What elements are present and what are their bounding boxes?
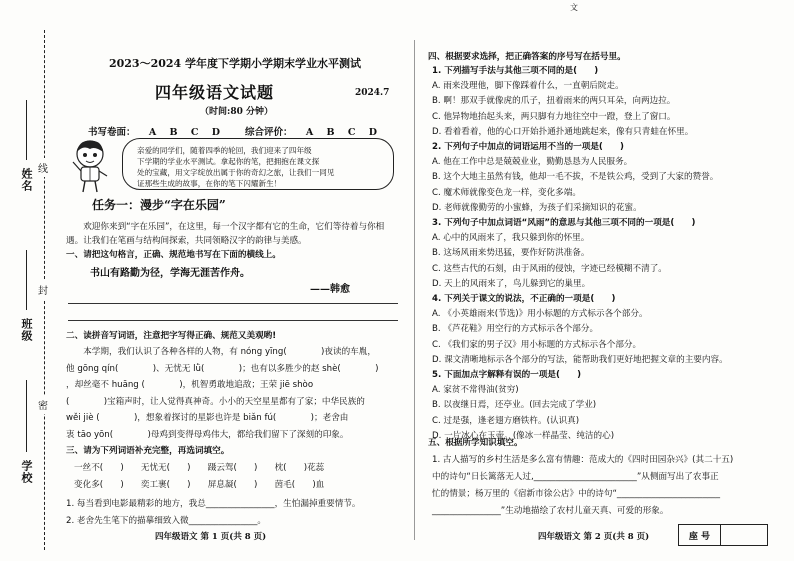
grade-option[interactable]: A (148, 127, 157, 138)
q3-item: 1. 每当看到电影最精彩的地方，我总________________，生怕漏掉重要情节。 (66, 499, 361, 509)
paper-time: （时间:80 分钟） (200, 107, 273, 117)
q5-line: 1. 古人描写的乡村生活是多么富有情趣：范成大的《四时田园杂兴》(其二十五) (432, 455, 734, 465)
q1-quote: 书山有路勤为径，学海无涯苦作舟。 (90, 268, 250, 279)
binding-margin (0, 0, 58, 561)
q4-stem: 4. 下列关于课文的说法，不正确的一项是( ) (432, 294, 616, 305)
q4-option: B. 这个大地主虽然有钱，他却一毛不拔，不是铁公鸡，受到了大家的赞誉。 (432, 172, 719, 183)
q4-body (432, 64, 782, 444)
q4-stem: 5. 下面加点字解释有误的一项是( ) (432, 370, 581, 381)
q4-option: C. 过是强，逢老翅方磨铁杵。(认识真) (432, 415, 580, 426)
class-label: 班级 (20, 318, 33, 342)
grade-option[interactable]: B (169, 127, 178, 138)
name-label: 姓名 (20, 168, 33, 192)
seal-char: 线 (38, 158, 48, 177)
q5-line: ________________”生动地描绘了农村儿童天真、可爱的形象。 (432, 506, 669, 516)
q1-writing-line[interactable] (68, 303, 398, 304)
q1-writing-line[interactable] (68, 320, 398, 321)
student-mascot-icon (65, 138, 115, 194)
school-field[interactable] (26, 380, 27, 452)
q4-option: D. 课文清晰地标示各个部分的写法，能帮助我们更好地把握文章的主要内容。 (432, 354, 728, 365)
left-page (60, 0, 405, 561)
bubble-line: 下学期的学业水平测试。拿起你的笔，把拥抱在课文探 (137, 157, 320, 166)
top-mark: 文 (570, 3, 578, 12)
seat-number-box (678, 524, 768, 546)
seal-char: 封 (38, 280, 48, 299)
intro-line: 遇。让我们在笔画与结构间探索，共同领略汉字的韵律与美感。 (66, 236, 307, 246)
q2-title: 二、读拼音写词语，注意把字写得正确、规范又美观哟! (66, 331, 277, 341)
q4-stem: 2. 下列句子中加点的词语运用不当的一项是( ) (432, 142, 624, 153)
writing-grade-row (88, 124, 220, 138)
q3-title: 三、请为下列词语补充完整，再选词填空。 (66, 446, 230, 456)
overall-grade-row (245, 124, 377, 138)
q4-option: A. 心中的风雨来了，我只躲到你的怀里。 (432, 233, 590, 244)
q4-option: A. 雨来没理他，脚下像踩着什么，一直朝后院走。 (432, 81, 624, 92)
intro-text (66, 220, 406, 248)
q5-body (432, 452, 782, 520)
grade-option[interactable]: D (211, 127, 220, 138)
grade-option[interactable]: D (368, 127, 377, 138)
q3-word-row: 变化多( ) 奕工裹( ) 屏息凝( ) 茵毛( )血 (74, 480, 325, 490)
page-divider (414, 40, 415, 540)
right-page-footer: 四年级语文 第 2 页(共 8 页) (538, 532, 650, 542)
intro-line: 欢迎你来到“字在乐园”，在这里，每一个汉字都有它的生命，它们等待着与你相 (66, 222, 385, 232)
class-field[interactable] (26, 250, 27, 310)
exam-title: 2023～2024 学年度下学期小学期末学业水平测试 (108, 57, 362, 70)
grade-option[interactable]: A (305, 127, 314, 138)
grade-option[interactable]: C (190, 127, 199, 138)
q2-line: wěi jiè ( )，想象着探讨的星影也许是 biǎn fú( )；老舍由 (66, 413, 349, 423)
q2-line: 衷 tāo yōn( )母鸡到变得母鸡伟大，都给我们留下了深刻的印象。 (66, 429, 349, 440)
q4-option: D. 看着看着，他的心口开始扑通扑通地跳起来，像有只青蛙在怀里。 (432, 126, 694, 137)
q2-line: 本学期，我们认识了各种各样的人物，有 nóng yīng( )夜读的车胤， (66, 347, 376, 357)
q3-word-row: 一丝不( ) 无忧无( ) 蹑云驾( ) 枕( )花蕊 (74, 463, 325, 473)
paper-title: 四年级语文试题 (155, 83, 275, 102)
q2-passage (66, 344, 406, 443)
writing-label: 书写卷面： (88, 127, 136, 138)
q4-stem: 1. 下列描写手法与其他三项不同的是( ) (432, 66, 599, 76)
name-field[interactable] (26, 100, 27, 160)
q4-option: B. 《芦花鞋》用空行的方式标示各个部分。 (432, 324, 599, 335)
q4-option: B. 啊！那双手就像虎的爪子，扭着雨来的两只耳朵，向两边拉。 (432, 96, 676, 107)
q4-option: A. 《小英雄雨来(节选)》用小标题的方式标示各个部分。 (432, 309, 648, 320)
q4-option: C. 这些古代的石刻，由于风雨的侵蚀，字迹已经模糊不清了。 (432, 263, 667, 274)
q4-option: C. 他异物地抬起头来，两只脚有力地往空中一蹬，登上了窗口。 (432, 111, 676, 122)
school-label: 学校 (20, 460, 33, 484)
seal-char: 密 (38, 395, 48, 414)
overall-label: 综合评价： (245, 127, 293, 138)
q4-option: B. 这场风雨来势迅猛，要作好防洪准备。 (432, 248, 590, 259)
seat-number-label: 座 号 (679, 525, 721, 545)
q3-item: 2. 老舍先生笔下的描摹细致入微________________。 (66, 516, 266, 526)
q4-option: D. 一片冰心在玉壶。(像冰一样晶莹、纯洁的心) (432, 430, 615, 441)
q4-option: A. 他在工作中总是兢兢业业，勤勤恳恳为人民服务。 (432, 157, 633, 168)
q5-line: 中的诗句“日长篱落无人过,________________________”从侧面写出了农事正 (432, 472, 719, 482)
q1-title: 一、请把这句格言，正确、规范地书写在下面的横线上。 (66, 250, 281, 260)
bubble-line: 处的宝藏，用文字绽放出属于你的奇幻之旅，让我们一同见 (137, 168, 335, 177)
q5-title: 五、根据所学知识填空。 (428, 438, 523, 448)
q1-author: ——韩愈 (310, 284, 350, 295)
q4-option: D. 天上的风雨来了，鸟儿躲到它的巢里。 (432, 278, 591, 289)
seat-number-field[interactable] (721, 525, 767, 545)
q4-title: 四、根据要求选择，把正确答案的序号写在括号里。 (428, 52, 626, 62)
q5-line: 忙的情景；杨万里的《宿新市徐公店》中的诗句“________________________ (432, 489, 721, 499)
paper-date: 2024.7 (355, 88, 390, 98)
q2-line: ( )宝箱声时，让人觉得真神奇。小小的天空星星都有了家；中华民族的 (66, 396, 365, 407)
q2-line: 他 gōng qín( )、无忧无 lǜ( )；也有以多胜少的赵 shè( ) (66, 363, 379, 374)
bubble-line: 亲爱的同学们，随着四季的轮回，我们迎来了四年级 (137, 146, 312, 155)
bubble-line: 证那些生成的故事，在你的笔下闪耀新生！ (137, 179, 282, 188)
grade-option[interactable]: B (326, 127, 335, 138)
q4-option: B. 以夜继日焉，还亭业。(回去完成了学业) (432, 400, 597, 411)
q4-stem: 3. 下列句子中加点词语“风雨”的意思与其他三项不同的一项是( ) (432, 218, 696, 229)
q4-option: C. 魔术师就像变色龙一样，变化多端。 (432, 187, 581, 198)
left-page-footer: 四年级语文 第 1 页(共 8 页) (155, 532, 267, 542)
q3-words (74, 460, 324, 494)
greeting-bubble (122, 138, 394, 190)
grade-option[interactable]: C (347, 127, 356, 138)
q4-option: C. 《我们家的男子汉》用小标题的方式标示各个部分。 (432, 339, 642, 350)
task-title: 任务一：漫步“字在乐园” (92, 198, 226, 212)
q2-line: ，却丝毫不 huāng ( )，机智勇敢地追敌；王荣 jiē shòo (66, 380, 314, 390)
q4-option: D. 老师就像勤劳的小蜜蜂，为孩子们采摘知识的花蜜。 (432, 202, 642, 213)
right-page (428, 0, 780, 561)
q4-option: A. 家贫不常得油(贫穷) (432, 385, 519, 396)
q3-sentences (66, 496, 361, 530)
